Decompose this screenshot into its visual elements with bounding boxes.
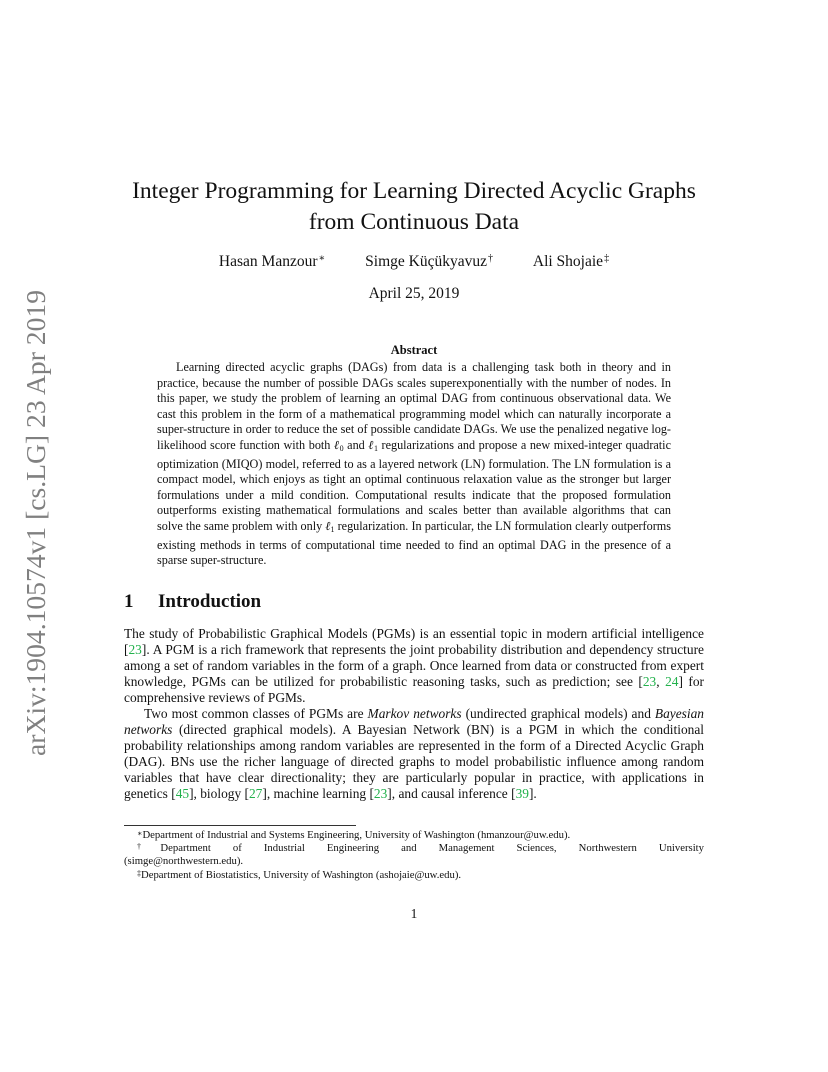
citation-link[interactable]: 27 (248, 786, 263, 801)
author-3: Ali Shojaie‡ (532, 253, 610, 270)
paragraph-2: Two most common classes of PGMs are Markov networks (undirected graphical models) and Bayesian networks (directed graphical models). A Bayesian Network (BN) is a PGM in which the conditional probability relationships among random variables are represented in the form of a Directed Acyclic Graph (DAG). BNs use the richer language of directed graphs to model probabilistic influence among random variables that have clear directionality; they are particularly popular in practice, with applications in genetics [45], biology [27], machine learning [23], and causal inference [39]. (124, 706, 704, 801)
citation-link[interactable]: 24 (665, 674, 679, 689)
author-1: Hasan Manzour∗ (218, 253, 326, 270)
footnote-divider (124, 825, 356, 826)
introduction-body (124, 626, 704, 802)
author-2: Simge Küçükyavuz† (365, 253, 493, 270)
author-list (0, 252, 828, 272)
citation-link[interactable]: 23 (373, 786, 388, 801)
footnote-2: †Department of Industrial Engineering and Management Sciences, Northwestern University (137, 842, 704, 855)
footnote-3: ‡Department of Biostatistics, University of Washington (ashojaie@uw.edu). (137, 868, 462, 881)
page-number: 1 (410, 906, 418, 921)
arxiv-identifier-stamp (16, 288, 54, 760)
publication-date: April 25, 2019 (368, 285, 460, 302)
arxiv-stamp-text: arXiv:1904.10574v1 [cs.LG] 23 Apr 2019 (20, 291, 51, 756)
title-line-1: Integer Programming for Learning Directed Acyclic Graphs (132, 178, 696, 204)
footnote-2-continuation: (simge@northwestern.edu). (124, 855, 244, 868)
paragraph-1: The study of Probabilistic Graphical Models (PGMs) is an essential topic in modern artificial intelligence [23]. A PGM is a rich framework that represents the joint probability distribution and dependency structure among a set of random variables in the form of a graph. Once learned from data or constructed from expert knowledge, PGMs can be utilized for probabilistic reasoning tasks, such as prediction; see [23, 24] for comprehensive reviews of PGMs. (124, 626, 704, 705)
citation-link[interactable]: 39 (515, 786, 529, 801)
section-number: 1 (124, 591, 134, 612)
section-heading-introduction (124, 591, 261, 613)
paper-title (100, 176, 728, 238)
footnote-1: ∗Department of Industrial and Systems Engineering, University of Washington (hmanzour@uw.edu). (137, 829, 571, 841)
citation-link[interactable]: 45 (175, 786, 190, 801)
section-title: Introduction (158, 591, 262, 612)
footnotes (124, 829, 704, 882)
abstract-body: Learning directed acyclic graphs (DAGs) from data is a challenging task both in theory and in practice, because the number of possible DAGs scales superexponentially with the number of nodes. In this paper, we study the problem of learning an optimal DAG from continuous observational data. We cast this problem in the form of a mathematical programming model which can naturally incorporate a super-structure in order to reduce the set of possible candidate DAGs. We use the penalized negative log-likelihood score function with both ℓ$_0$ and ℓ$_1$ regularizations and propose a new mixed-integer quadratic optimization (MIQO) model, referred to as a layered network (LN) formulation. The LN formulation is a compact model, which enjoys as tight an optimal continuous relaxation value as the stronger but larger formulations under a mild condition. Computational results indicate that the proposed formulation outperforms existing mathematical formulations and scales better than available algorithms that can solve the same problem with only ℓ$_1$ regularization. In particular, the LN formulation clearly outperforms existing methods in terms of computational time needed to find an optimal DAG in the presence of a sparse super-structure. (157, 360, 671, 568)
title-line-2: from Continuous Data (308, 209, 520, 235)
citation-link[interactable]: 23 (642, 674, 657, 689)
abstract-heading: Abstract (390, 343, 438, 357)
citation-link[interactable]: 23 (128, 642, 142, 657)
